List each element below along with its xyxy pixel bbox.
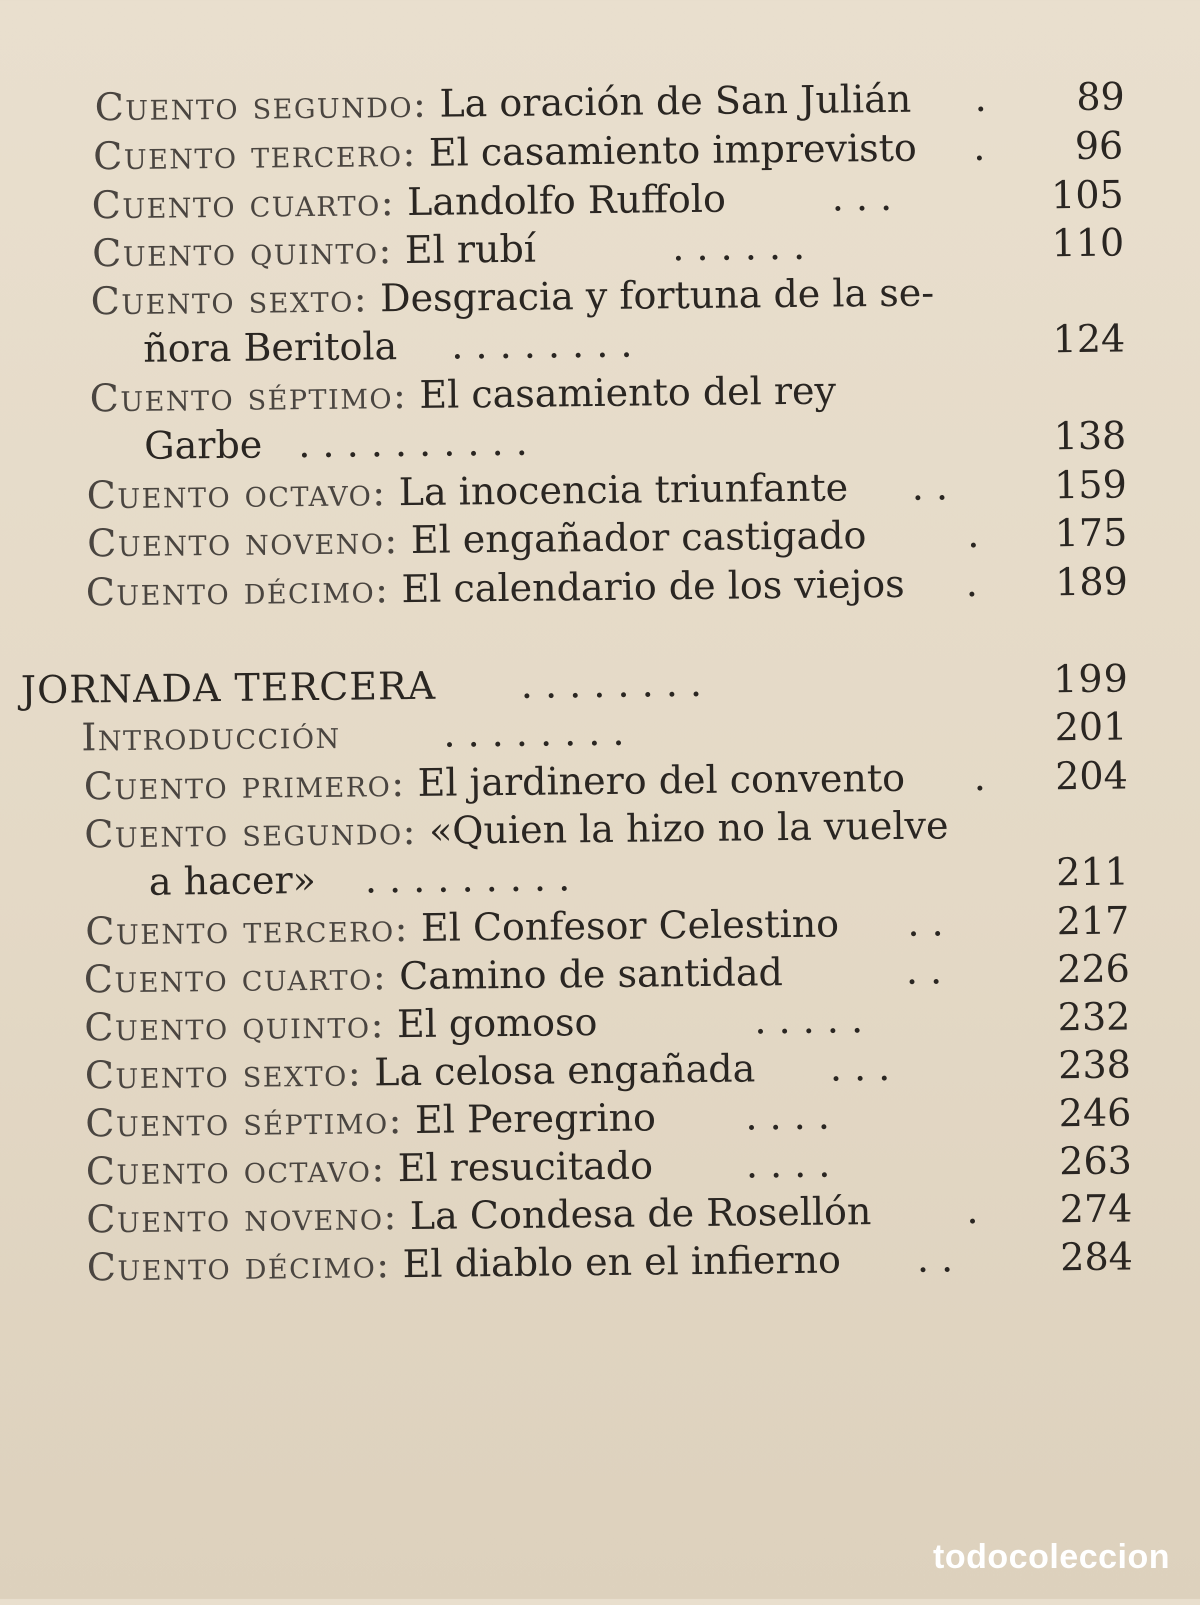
entry-title: Landolfo Ruffolo: [406, 176, 727, 224]
entry-prefix: Cuento décimo:: [85, 567, 390, 615]
entry-title: El casamiento imprevisto: [428, 125, 917, 175]
entry-title: La Condesa de Rosellón: [409, 1189, 872, 1239]
entry-title: La inocencia triunfante: [398, 465, 849, 515]
leader-dots: .: [972, 124, 986, 170]
entry-prefix: Cuento cuarto:: [83, 954, 388, 1002]
entry-prefix: Cuento quinto:: [92, 228, 393, 276]
leader-dots: . .: [911, 464, 949, 509]
entry-prefix: Cuento cuarto:: [91, 180, 396, 228]
entry-prefix: Cuento segundo:: [94, 81, 428, 130]
leader-dots: . . . . . . . .: [520, 660, 703, 707]
page-number: 159: [1053, 462, 1127, 508]
entry-prefix: Cuento primero:: [83, 761, 406, 809]
leader-dots: . . .: [829, 1044, 891, 1090]
page-number: 232: [1057, 994, 1131, 1040]
leader-dots: .: [965, 561, 979, 606]
toc-entry: [86, 557, 1128, 616]
leader-dots: . .: [905, 948, 943, 993]
page-number: 96: [1074, 123, 1124, 168]
page-number: 201: [1054, 704, 1128, 750]
entry-title: Camino de santidad: [398, 950, 784, 999]
leader-dots: . . . .: [745, 1093, 831, 1139]
entry-prefix: Cuento séptimo:: [89, 372, 408, 421]
entry-title: El jardinero del convento: [417, 755, 906, 805]
entry-title: El rubí: [404, 226, 537, 273]
page-number: 263: [1059, 1138, 1133, 1184]
page-number: 284: [1060, 1234, 1134, 1280]
leader-dots: . . . . . .: [671, 223, 806, 270]
entry-prefix: Cuento noveno:: [87, 518, 399, 566]
entry-title: La oración de San Julián: [439, 76, 912, 126]
entry-prefix: Cuento octavo:: [85, 1146, 386, 1194]
entry-prefix: Cuento séptimo:: [85, 1098, 404, 1146]
page-number: 199: [1053, 656, 1129, 702]
entry-title: El casamiento del rey: [419, 368, 837, 417]
leader-dots: . . . . . . . . .: [364, 855, 571, 902]
entry-prefix: Cuento noveno:: [86, 1194, 399, 1242]
page-number: 238: [1058, 1042, 1132, 1088]
entry-prefix: Cuento tercero:: [85, 906, 410, 954]
page-number: 124: [1052, 316, 1126, 362]
entry-prefix: Cuento tercero:: [93, 130, 418, 179]
page-number: 226: [1057, 946, 1131, 992]
page-number: 189: [1054, 559, 1128, 605]
leader-dots: . .: [907, 900, 944, 945]
entry-title: El gomoso: [396, 1000, 598, 1047]
toc-entry: [87, 1232, 1133, 1291]
entry-prefix: Cuento segundo:: [84, 808, 418, 857]
entry-title: El calendario de los viejos: [401, 561, 905, 612]
intro-title: Introducción: [81, 712, 341, 760]
leader-dots: . . . .: [745, 1141, 831, 1187]
entry-title: El diablo en el infierno: [402, 1237, 842, 1287]
page-number: 204: [1055, 753, 1129, 799]
entry-prefix: Cuento sexto:: [90, 276, 369, 324]
page-number: 89: [1076, 74, 1125, 119]
entry-title: El resucitado: [397, 1143, 654, 1191]
leader-dots: . . . . . . . .: [451, 321, 633, 368]
leader-dots: . .: [916, 1236, 954, 1281]
page-number: 138: [1053, 413, 1127, 459]
leader-dots: . . . . .: [754, 997, 864, 1043]
leader-dots: .: [973, 754, 987, 800]
entry-title: Desgracia y fortuna de la se-: [379, 270, 935, 321]
page-number: 175: [1054, 510, 1128, 556]
entry-prefix: Cuento octavo:: [86, 470, 387, 518]
page-number: 105: [1050, 172, 1124, 218]
entry-prefix: Cuento quinto:: [84, 1002, 386, 1050]
page-number: 274: [1059, 1186, 1133, 1232]
page-number: 246: [1058, 1090, 1132, 1136]
entry-title: «Quien la hizo no la vuelve: [428, 803, 949, 853]
page-number: 110: [1051, 220, 1125, 266]
leader-dots: . . . . . . . . . .: [298, 419, 528, 467]
watermark: todocoleccion: [933, 1538, 1170, 1576]
entry-title: La celosa engañada: [373, 1046, 756, 1095]
leader-dots: .: [966, 1188, 979, 1233]
leader-dots: .: [974, 75, 987, 121]
entry-title: El Confesor Celestino: [420, 901, 840, 950]
section-title: JORNADA TERCERA: [20, 663, 437, 713]
entry-title: El engañador castigado: [410, 513, 867, 562]
page-number: 217: [1056, 898, 1130, 944]
entry-title-continued: ñora Beritola: [143, 324, 398, 371]
page-number: 211: [1056, 849, 1130, 895]
leader-dots: . . .: [831, 174, 893, 220]
entry-title: El Peregrino: [414, 1095, 657, 1142]
entry-prefix: Cuento décimo:: [86, 1242, 391, 1290]
leader-dots: .: [967, 512, 980, 557]
entry-prefix: Cuento sexto:: [84, 1050, 363, 1098]
entry-title-continued: a hacer»: [148, 857, 317, 904]
entry-title-continued: Garbe: [144, 422, 263, 468]
leader-dots: . . . . . . . .: [443, 709, 625, 756]
